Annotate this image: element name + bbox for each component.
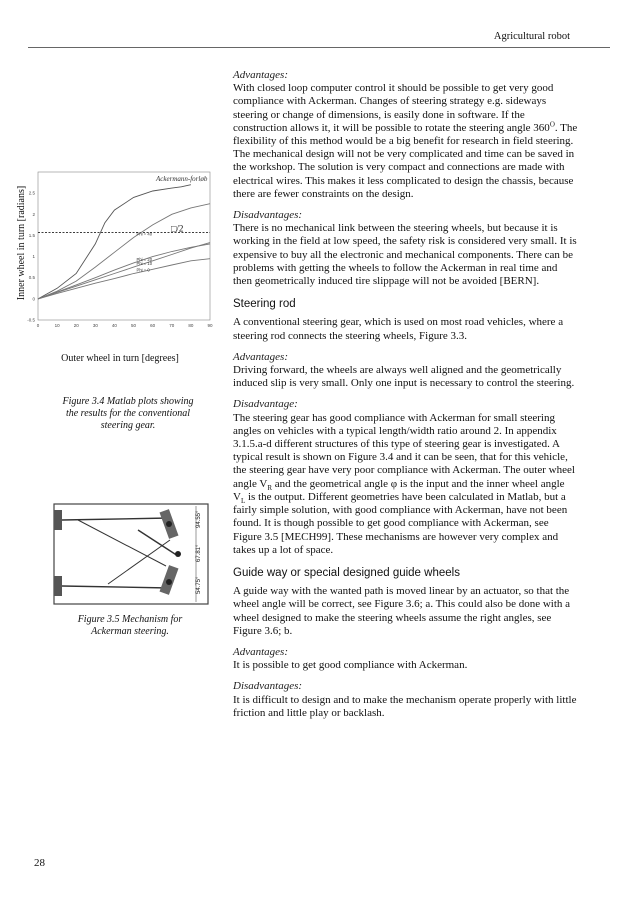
label-disadvantages-3: Disadvantages: xyxy=(233,680,303,693)
x-tick-label: 70 xyxy=(169,323,175,328)
series-label: Phi = 40 xyxy=(136,231,153,237)
angle-label-3: 54.75° xyxy=(196,576,202,594)
angle-label-2: 67.81° xyxy=(196,544,202,562)
reference-line-label: □/2 xyxy=(171,223,184,234)
y-tick-label: 1 xyxy=(32,254,35,260)
series-label: Phi = 20 xyxy=(136,256,153,262)
series-label: Phi = 0 xyxy=(136,267,150,273)
y-tick-label: 0 xyxy=(32,296,35,302)
label-disadvantages: Disadvantages: xyxy=(233,209,303,222)
y-tick-label: 2.5 xyxy=(28,190,35,196)
tie-rod-2 xyxy=(62,586,170,588)
label-advantages: Advantages: xyxy=(233,69,288,81)
figure-3-5-mechanism xyxy=(48,496,216,611)
figure-3-4-chart xyxy=(10,168,216,373)
text-advantages-3: It is possible to get good compliance with Ackerman. xyxy=(233,659,468,672)
left-wheel-bottom xyxy=(54,576,62,596)
link-2 xyxy=(108,540,170,584)
text-disadvantages: There is no mechanical link between the steering wheels, but because it is working in the field at low speed, the safety risk is considered very small. It is expensive to buy all the electronic and mechanical components. There can be problems with getting the wheels to follow the Ackerman in real time and then geometrically induced tire slippage will not be avoided [BERN]. xyxy=(233,222,577,288)
x-tick-label: 10 xyxy=(54,323,60,328)
main-text-column xyxy=(233,69,578,728)
paragraph-advantages-3 xyxy=(233,646,578,672)
series-line xyxy=(38,185,191,299)
pivot-upper xyxy=(166,521,172,527)
heading-steering-rod: Steering rod xyxy=(233,298,296,311)
pivot-lower xyxy=(166,579,172,585)
paragraph-disadvantage-2 xyxy=(233,398,578,556)
paragraph-disadvantages-3 xyxy=(233,680,578,720)
y-tick-label: 2 xyxy=(32,211,35,217)
text-disadvantages-3: It is difficult to design and to make the mechanism operate properly with little friction and little play or backlash. xyxy=(233,693,577,719)
series-line xyxy=(38,243,210,299)
x-tick-label: 60 xyxy=(150,323,156,328)
y-tick-label: -0.5 xyxy=(27,317,35,323)
x-tick-label: 50 xyxy=(131,323,137,328)
x-tick-label: 80 xyxy=(188,323,194,328)
y-tick-label: 1.5 xyxy=(28,232,35,238)
plot-frame xyxy=(38,172,210,320)
text-disadvantage-2c: is the output. Different geometries have been calculated in Matlab, but a fairly simple solution, with good compliance with Ackerman, have not been found. It is though possible to get good compliance with Ackerman, see Figure 3.5 [MECH99]. These mechanisms are however very complex and takes up a lot of space. xyxy=(233,490,568,556)
running-header: Agricultural robot xyxy=(493,31,570,42)
figure-3-4-caption: Figure 3.4 Matlab plots showing the results for the conventional steering gear. xyxy=(62,396,194,431)
x-tick-label: 40 xyxy=(111,323,117,328)
text-advantages-a: With closed loop computer control it should be possible to get very good compliance with Ackerman. Changes of steering strategy e.g. sideways steering or change of dimensions, is easily done in software. If the construction allows it, it will be possible to rotate the steering angle 360 xyxy=(233,82,554,134)
text-advantages-2: Driving forward, the wheels are always well aligned and the geometrically induced slip is very small. Only one input is necessary to control the steering. xyxy=(233,364,575,390)
paragraph-steering-rod: A conventional steering gear, which is used on most road vehicles, where a steering rod connects the steering wheels, Figure 3.3. xyxy=(233,316,564,342)
header-rule xyxy=(28,47,610,48)
figure-3-5-caption: Figure 3.5 Mechanism for Ackerman steering. xyxy=(77,614,183,637)
pivot-middle xyxy=(175,551,181,557)
x-tick-label: 0 xyxy=(36,323,40,328)
text-disadvantage-2a: The steering gear has good compliance with Ackerman for small steering angles on vehicles with a typical length/width ratio around 2. In appendix 3.1.5.a-d different structures of this type of steering gear is investigated. A typical result is shown on Figure 3.4 and it can be seen, that for this vehicle, the steering gear have very poor compliance with Ackerman. The outer wheel angle V xyxy=(233,411,575,490)
series-label: Phi = 10 xyxy=(136,261,153,267)
superscript-o: O xyxy=(549,120,555,129)
subscript-l: L xyxy=(240,497,246,506)
paragraph-disadvantages-1 xyxy=(233,209,578,288)
series-line xyxy=(38,204,210,299)
heading-guide-way: Guide way or special designed guide wheels xyxy=(233,566,460,579)
label-advantages-3: Advantages: xyxy=(233,645,288,658)
y-axis-title: Inner wheel in turn [radians] xyxy=(16,185,27,301)
text-disadvantage-2b: and the geometrical angle φ is the input and the inner wheel angle V xyxy=(233,477,565,503)
left-wheel-top xyxy=(54,510,62,530)
x-axis-title: Outer wheel in turn [degrees] xyxy=(61,353,179,364)
label-disadvantage-2: Disadvantage: xyxy=(233,398,298,411)
page-number: 28 xyxy=(34,857,45,869)
angle-label-1: 94.55° xyxy=(196,510,202,528)
x-tick-label: 30 xyxy=(92,323,98,328)
x-tick-label: 20 xyxy=(73,323,79,328)
label-advantages-2: Advantages: xyxy=(233,350,288,363)
handwritten-label: Ackermann-forløb xyxy=(156,175,208,183)
y-tick-label: 0.5 xyxy=(28,275,35,281)
paragraph-advantages-1 xyxy=(233,69,578,201)
paragraph-guide-way: A guide way with the wanted path is moved linear by an actuator, so that the wheel angle will be correct, see Figure 3.6; a. This could also be done with a wheel designed to make the steering wheels assume the right angles, see Figure 3.6; b. xyxy=(233,585,571,637)
text-advantages-b: . The flexibility of this method would be a big benefit for research in field steering. The mechanical design will not be very complicated and time can be saved in the workshop. The solution is very compact and connections are made with electrical wires. This makes it less complicated to design the chassis, because there are fewer constraints on the design. xyxy=(233,121,578,200)
paragraph-advantages-2 xyxy=(233,351,578,391)
subscript-r: R xyxy=(267,483,272,492)
x-tick-label: 90 xyxy=(207,323,213,328)
link-1 xyxy=(78,520,166,566)
series-line xyxy=(38,256,210,299)
